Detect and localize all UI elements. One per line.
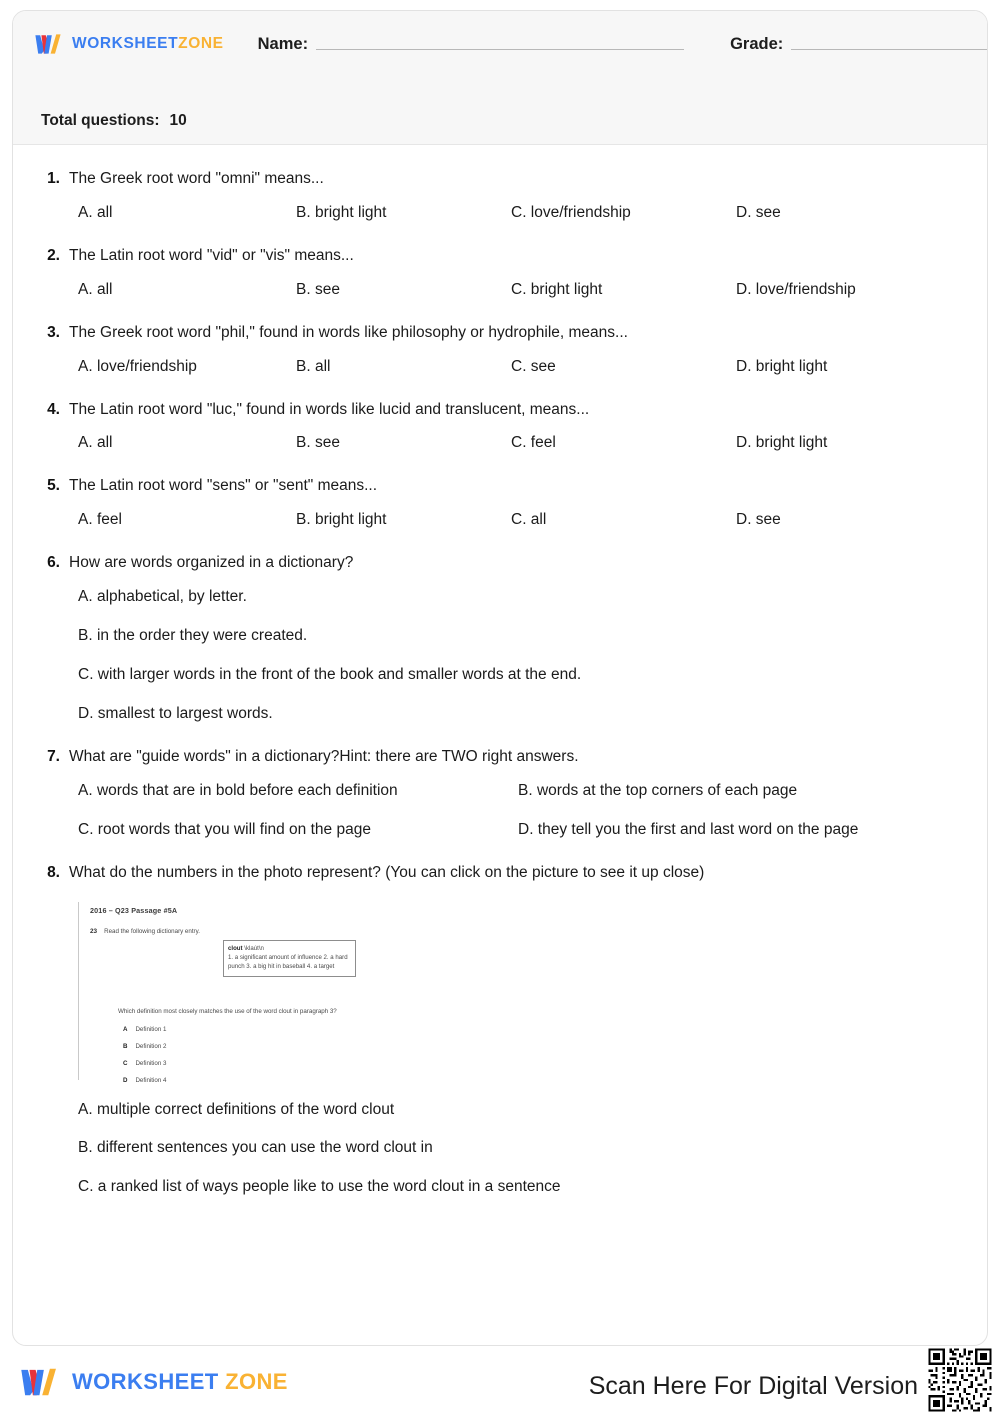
option-b[interactable]: B. see xyxy=(296,434,340,452)
option-a[interactable]: A. all xyxy=(78,434,113,452)
question-4-options xyxy=(78,433,957,454)
scan-item xyxy=(90,928,408,935)
scan-here-label: Scan Here For Digital Version xyxy=(588,1372,918,1400)
scan-choice-letter: B xyxy=(123,1042,128,1050)
option-d[interactable]: D. see xyxy=(736,511,781,529)
scan-choice xyxy=(123,1043,166,1050)
option-a[interactable]: A. multiple correct definitions of the word clout xyxy=(78,1100,395,1118)
question-5-head xyxy=(43,476,957,497)
scan-choice xyxy=(123,1077,166,1084)
option-a[interactable]: A. words that are in bold before each definition xyxy=(78,781,398,799)
option-b[interactable]: B. see xyxy=(296,280,340,298)
question-7 xyxy=(43,747,957,841)
scan-prompt: Which definition most closely matches the use of the word clout in paragraph 3? xyxy=(118,1007,337,1015)
question-3-options xyxy=(78,357,957,378)
entry-headword: clout xyxy=(228,944,243,952)
grade-label: Grade: xyxy=(730,34,784,53)
entry-pronunciation: \klau̇t\n xyxy=(244,944,264,952)
total-questions-label: Total questions: xyxy=(41,112,160,129)
question-5 xyxy=(43,476,957,531)
option-c[interactable]: C. bright light xyxy=(511,280,603,298)
logo-word-worksheet: WORKSHEET xyxy=(72,1369,219,1394)
question-3-text: The Greek root word "phil," found in words like philosophy or hydrophile, means... xyxy=(69,323,628,341)
worksheet-footer xyxy=(0,1356,1000,1414)
question-5-number: 5. xyxy=(47,477,60,495)
worksheet-zone-logo-icon xyxy=(33,31,65,57)
dictionary-entry-box xyxy=(223,940,356,977)
question-6-head xyxy=(43,553,957,574)
grade-input-line[interactable] xyxy=(791,49,988,50)
option-d[interactable]: D. smallest to largest words. xyxy=(78,704,273,722)
option-a[interactable]: A. love/friendship xyxy=(78,357,197,375)
option-c[interactable]: C. with larger words in the front of the book and smaller words at the end. xyxy=(78,665,582,683)
option-a[interactable]: A. feel xyxy=(78,511,122,529)
option-c[interactable]: C. love/friendship xyxy=(511,203,631,221)
scan-content xyxy=(90,900,408,1082)
option-b[interactable]: B. different sentences you can use the word clout in xyxy=(78,1139,433,1157)
grade-field[interactable] xyxy=(730,35,988,54)
name-label: Name: xyxy=(257,34,309,53)
worksheet-header xyxy=(13,11,987,145)
question-7-options xyxy=(78,781,957,841)
question-3-number: 3. xyxy=(47,323,60,341)
scan-choice-letter: D xyxy=(123,1076,128,1084)
option-c[interactable]: C. see xyxy=(511,357,556,375)
scan-choice-text: Definition 1 xyxy=(135,1025,167,1033)
scan-choice-text: Definition 4 xyxy=(135,1076,167,1084)
question-7-number: 7. xyxy=(47,747,60,765)
question-1-head xyxy=(43,169,957,190)
name-input-line[interactable] xyxy=(316,49,684,50)
footer-logo xyxy=(18,1364,288,1400)
option-d[interactable]: D. they tell you the first and last word on the page xyxy=(518,820,859,838)
worksheet-card xyxy=(12,10,988,1346)
question-1 xyxy=(43,169,957,224)
option-c[interactable]: C. root words that you will find on the page xyxy=(78,820,371,838)
question-2 xyxy=(43,246,957,301)
total-questions-count: 10 xyxy=(169,112,187,129)
question-8-image[interactable] xyxy=(78,900,408,1082)
scan-item-number: 23 xyxy=(90,927,98,935)
name-field[interactable] xyxy=(258,35,684,54)
option-a[interactable]: A. alphabetical, by letter. xyxy=(78,588,247,606)
option-c[interactable]: C. all xyxy=(511,511,547,529)
question-5-options xyxy=(78,510,957,531)
option-d[interactable]: D. see xyxy=(736,203,781,221)
question-6-text: How are words organized in a dictionary? xyxy=(69,554,354,572)
scan-choice-text: Definition 2 xyxy=(135,1042,167,1050)
scan-item-text: Read the following dictionary entry. xyxy=(104,927,200,935)
header-logo-text xyxy=(72,35,224,53)
option-d[interactable]: D. bright light xyxy=(736,434,828,452)
logo-word-worksheet: WORKSHEET xyxy=(72,35,179,52)
question-4 xyxy=(43,400,957,455)
entry-definitions: 1. a significant amount of influence 2. a hard punch 3. a big hit in baseball 4. a target xyxy=(228,953,348,971)
scan-choice-text: Definition 3 xyxy=(135,1059,167,1067)
option-b[interactable]: B. bright light xyxy=(296,511,387,529)
option-c[interactable]: C. feel xyxy=(511,434,556,452)
question-2-number: 2. xyxy=(47,246,60,264)
question-1-options xyxy=(78,203,957,224)
option-a[interactable]: A. all xyxy=(78,280,113,298)
question-1-number: 1. xyxy=(47,170,60,187)
entry-head-line xyxy=(228,944,351,953)
scan-choice xyxy=(123,1060,166,1067)
scan-choice-letter: C xyxy=(123,1059,128,1067)
question-3-head xyxy=(43,323,957,344)
question-2-options xyxy=(78,280,957,301)
question-4-head xyxy=(43,400,957,421)
questions-list xyxy=(13,145,987,1230)
question-6-number: 6. xyxy=(47,554,60,572)
question-1-text: The Greek root word "omni" means... xyxy=(69,170,324,187)
total-questions xyxy=(41,112,187,130)
question-3 xyxy=(43,323,957,378)
option-b[interactable]: B. all xyxy=(296,357,331,375)
question-7-text: What are "guide words" in a dictionary?Hint: there are TWO right answers. xyxy=(69,747,579,765)
logo-word-zone: ZONE xyxy=(225,1369,288,1394)
logo-word-zone: ZONE xyxy=(178,35,224,52)
option-c[interactable]: C. a ranked list of ways people like to use the word clout in a sentence xyxy=(78,1178,561,1196)
option-a[interactable]: A. all xyxy=(78,203,113,221)
question-2-text: The Latin root word "vid" or "vis" means... xyxy=(69,246,354,264)
question-6 xyxy=(43,553,957,725)
option-b[interactable]: B. words at the top corners of each page xyxy=(518,781,798,799)
worksheet-zone-logo-icon xyxy=(18,1364,62,1400)
question-8-text: What do the numbers in the photo represent? (You can click on the picture to see it up close) xyxy=(69,863,705,881)
option-b[interactable]: B. in the order they were created. xyxy=(78,627,308,645)
question-8-number: 8. xyxy=(47,863,60,881)
footer-logo-text xyxy=(72,1369,288,1395)
question-4-number: 4. xyxy=(47,400,60,418)
scan-choice-letter: A xyxy=(123,1025,128,1033)
option-d[interactable]: D. love/friendship xyxy=(736,280,856,298)
option-b[interactable]: B. bright light xyxy=(296,203,387,221)
qr-code-icon[interactable] xyxy=(926,1346,994,1414)
header-logo xyxy=(33,31,224,57)
scan-title: 2016 – Q23 Passage #5A xyxy=(90,905,178,915)
question-8 xyxy=(43,863,957,1199)
question-8-head xyxy=(43,863,957,884)
option-d[interactable]: D. bright light xyxy=(736,357,828,375)
scan-choice xyxy=(123,1026,166,1033)
question-7-head xyxy=(43,747,957,768)
question-4-text: The Latin root word "luc," found in words like lucid and translucent, means... xyxy=(69,400,590,418)
question-5-text: The Latin root word "sens" or "sent" means... xyxy=(69,477,378,495)
question-2-head xyxy=(43,246,957,267)
scan-left-edge xyxy=(78,902,79,1080)
question-6-options xyxy=(78,587,957,725)
question-8-options xyxy=(78,1100,957,1199)
